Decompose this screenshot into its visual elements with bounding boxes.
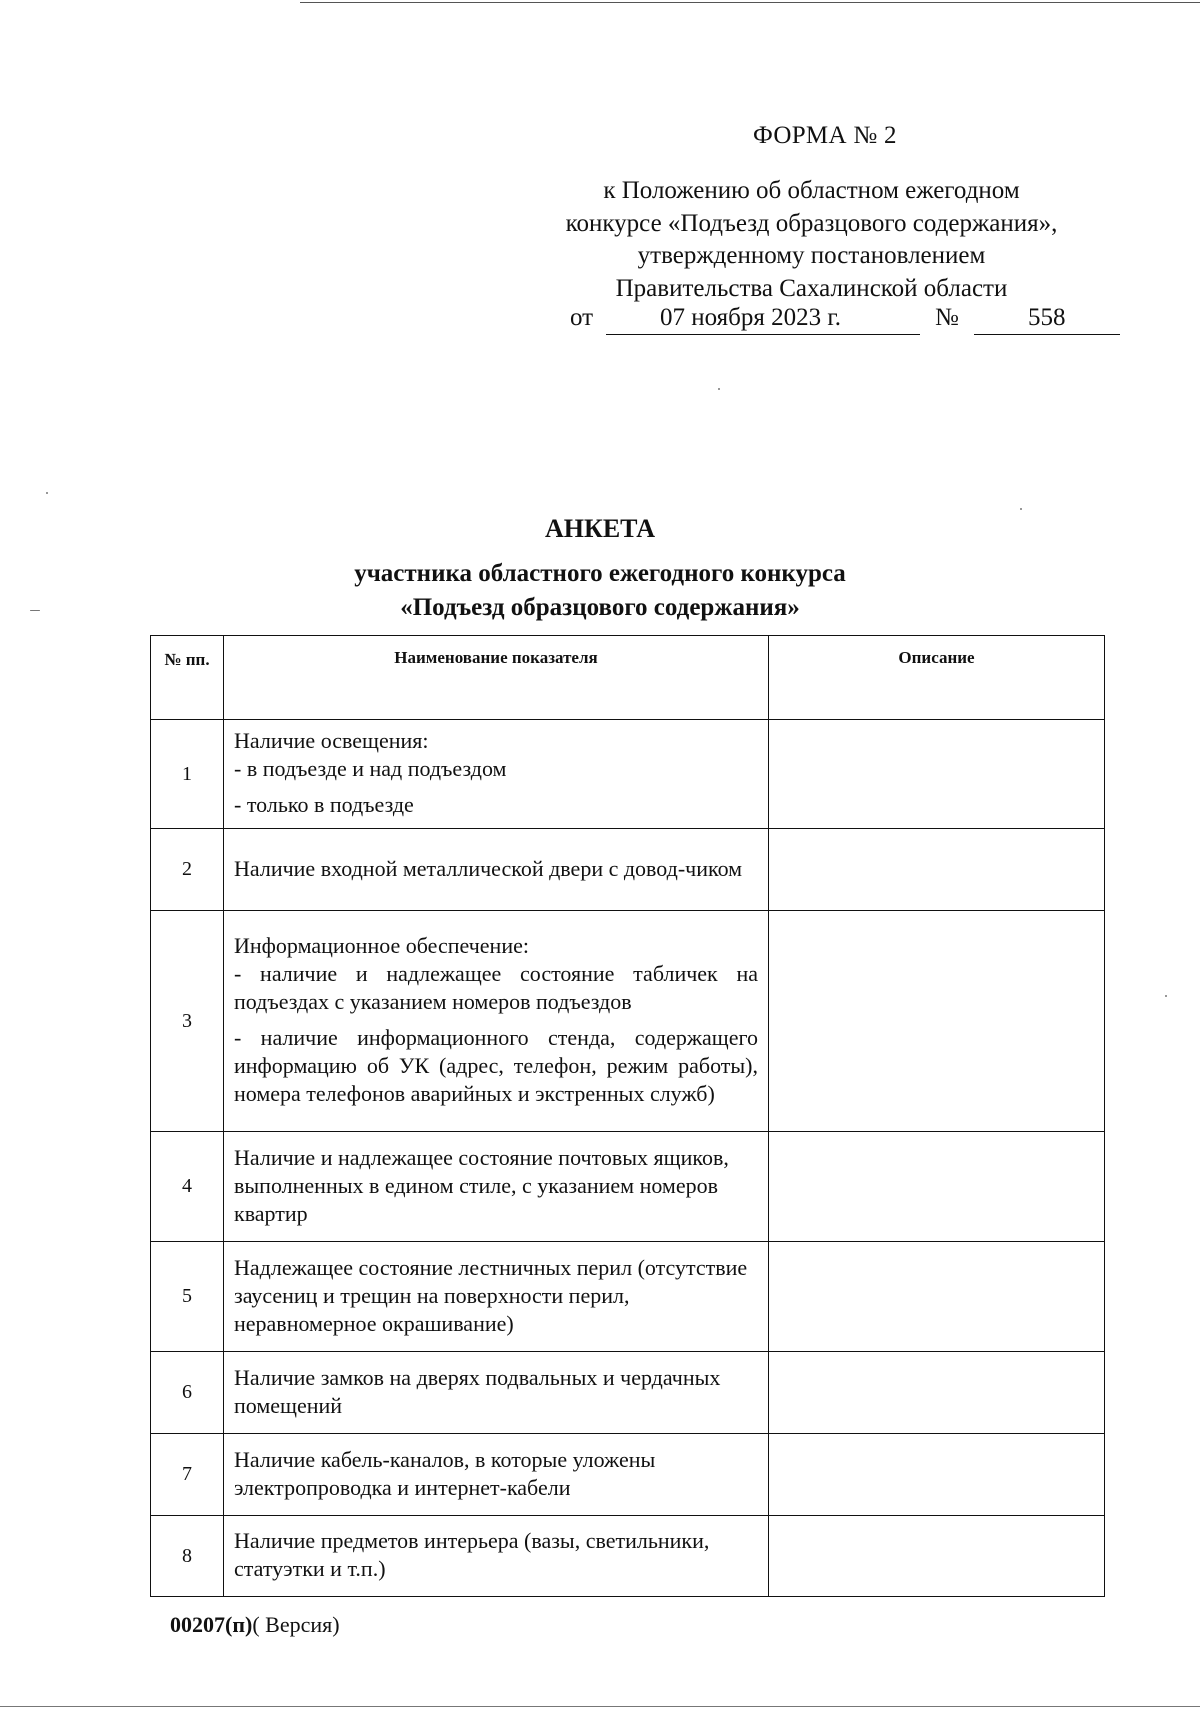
header-number: № пп. [151, 636, 224, 720]
indicator-cell [224, 720, 769, 829]
document-version: ( Версия) [252, 1612, 340, 1637]
table-row [151, 720, 1105, 829]
document-subtitle [0, 557, 1200, 625]
description-cell[interactable] [769, 720, 1105, 829]
row-number: 7 [151, 1434, 224, 1516]
indicator-line: Наличие кабель-каналов, в которые уложены электропроводка и интернет-кабели [234, 1446, 656, 1500]
indicator-cell [224, 1434, 769, 1516]
approval-line: Правительства Сахалинской области [615, 274, 1008, 302]
indicator-cell [224, 1352, 769, 1434]
date-prefix: от [570, 304, 594, 331]
indicator-cell [224, 1516, 769, 1597]
row-number: 3 [151, 911, 224, 1132]
scan-speck [1165, 995, 1167, 997]
indicator-cell [224, 1242, 769, 1352]
description-cell[interactable] [769, 911, 1105, 1132]
row-number: 2 [151, 829, 224, 911]
number-sign: № [935, 304, 959, 331]
table-row [151, 1242, 1105, 1352]
indicator-line: Наличие замков на дверях подвальных и чердачных помещений [234, 1364, 721, 1418]
indicator-line: - наличие и надлежащее состояние табличек на подъездах с указанием номеров подъездов [234, 961, 758, 1014]
description-cell[interactable] [769, 1352, 1105, 1434]
form-number: ФОРМА № 2 [753, 122, 897, 149]
header-description: Описание [769, 636, 1105, 720]
indicator-line: Информационное обеспечение: [234, 933, 529, 958]
indicator-cell [224, 829, 769, 911]
scan-speck [1020, 508, 1022, 510]
table-row [151, 1516, 1105, 1597]
row-number: 8 [151, 1516, 224, 1597]
document-code-number: 00207(п) [170, 1612, 253, 1637]
approval-line: к Положению об областном ежегодном [603, 177, 1020, 204]
number-value: 558 [1028, 304, 1066, 331]
scan-speck [718, 388, 720, 390]
table-row [151, 1434, 1105, 1516]
number-underline [974, 334, 1120, 335]
row-number: 1 [151, 720, 224, 829]
indicator-cell [224, 1132, 769, 1242]
table-row [151, 911, 1105, 1132]
description-cell[interactable] [769, 1516, 1105, 1597]
row-number: 5 [151, 1242, 224, 1352]
scan-speck [46, 492, 48, 494]
questionnaire-table [150, 635, 1105, 1597]
approval-line: утвержденному постановлением [637, 242, 986, 269]
row-number: 4 [151, 1132, 224, 1242]
indicator-line: - наличие информационного стенда, содержащего информацию об УК (адрес, телефон, режим работы), номера телефонов аварийных и экстренных служб) [234, 1025, 758, 1106]
subtitle-line: «Подъезд образцового содержания» [400, 594, 800, 621]
description-cell[interactable] [769, 1242, 1105, 1352]
indicator-line: Наличие и надлежащее состояние почтовых ящиков, выполненных в едином стиле, с указанием номеров квартир [234, 1144, 729, 1226]
description-cell[interactable] [769, 1132, 1105, 1242]
indicator-line: - только в подъезде [234, 792, 414, 817]
date-underline [606, 334, 920, 335]
date-value: 07 ноября 2023 г. [660, 304, 842, 331]
description-cell[interactable] [769, 829, 1105, 911]
indicator-line: Наличие освещения: [234, 728, 429, 753]
subtitle-line: участника областного ежегодного конкурса [354, 560, 846, 587]
indicator-line: Наличие входной металлической двери с довод-чиком [234, 855, 743, 881]
table-header-row [151, 636, 1105, 720]
indicator-line: - в подъезде и над подъездом [234, 756, 507, 781]
indicator-cell [224, 911, 769, 1132]
table-row [151, 1132, 1105, 1242]
table-row [151, 829, 1105, 911]
table-row [151, 1352, 1105, 1434]
row-number: 6 [151, 1352, 224, 1434]
header-indicator-name: Наименование показателя [224, 636, 769, 720]
indicator-line: Надлежащее состояние лестничных перил (отсутствие заусениц и трещин на поверхности перил, неравномерное окрашивание) [234, 1254, 748, 1336]
description-cell[interactable] [769, 1434, 1105, 1516]
document-code [170, 1612, 340, 1638]
scan-edge-top [300, 2, 1200, 3]
scan-edge-bottom [0, 1706, 1200, 1707]
approval-reference [540, 175, 1083, 305]
approval-line: конкурсе «Подъезд образцового содержания», [565, 209, 1058, 237]
indicator-line: Наличие предметов интерьера (вазы, светильники, статуэтки и т.п.) [234, 1528, 710, 1581]
document-title: АНКЕТА [544, 514, 656, 543]
